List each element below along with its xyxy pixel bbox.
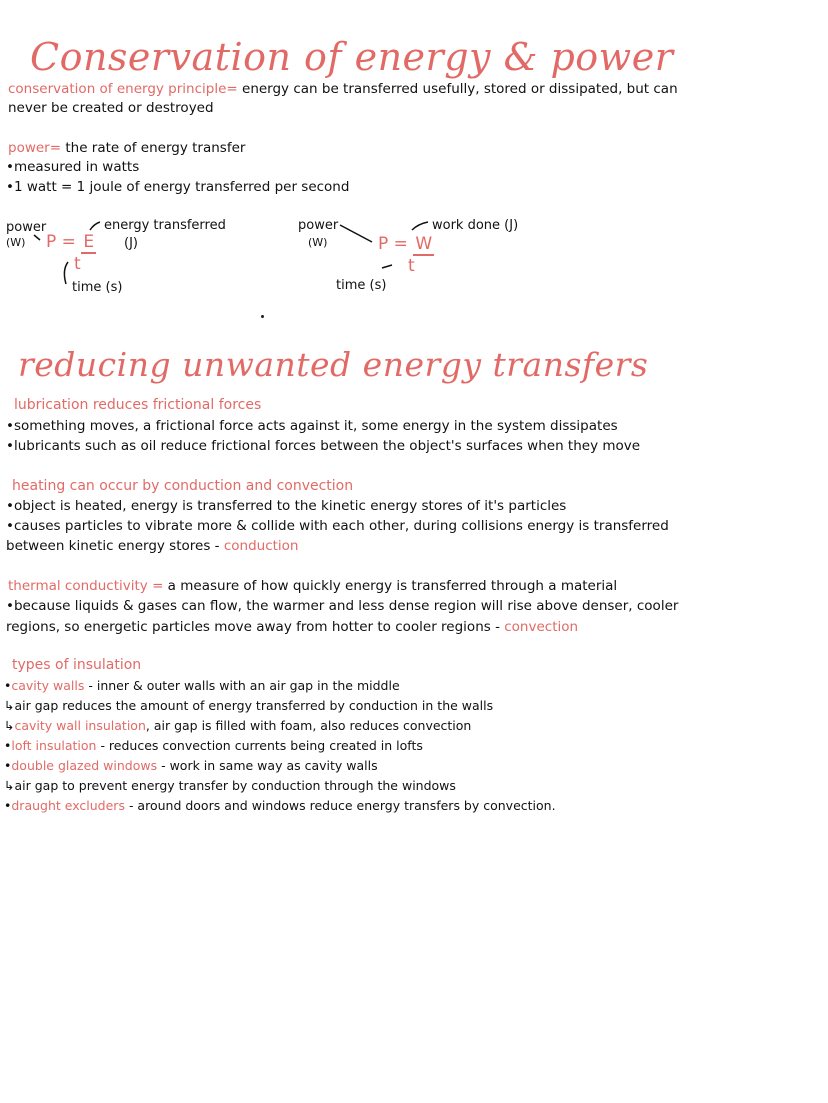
list-item: •loft insulation - reduces convection currents being created in lofts <box>4 738 423 753</box>
list-item: •double glazed windows - work in same way as cavity walls <box>4 758 378 773</box>
list-item: ↳air gap reduces the amount of energy transferred by conduction in the walls <box>4 698 494 713</box>
section-title: reducing unwanted energy transfers <box>18 345 649 385</box>
bullet: •something moves, a frictional force acts against it, some energy in the system dissipates <box>6 418 618 434</box>
term-label: power= <box>8 140 62 156</box>
term-label: thermal conductivity = <box>8 578 164 594</box>
numerator-label: work done (J) <box>432 218 519 233</box>
thermal-conductivity-definition: thermal conductivity = a measure of how quickly energy is transferred through a material <box>8 578 618 594</box>
stray-dot <box>261 315 264 318</box>
list-item: •draught excluders - around doors and windows reduce energy transfers by convection. <box>4 798 556 813</box>
list-item: ↳air gap to prevent energy transfer by conduction through the windows <box>4 778 456 793</box>
conservation-definition-cont: never be created or destroyed <box>8 100 214 116</box>
page-title: Conservation of energy & power <box>30 35 674 80</box>
denominator: t <box>408 256 415 276</box>
formula: P = E <box>46 232 95 252</box>
definition-text: energy can be transferred usefully, stored or dissipated, but can <box>237 81 678 97</box>
numerator-label: energy transferred <box>104 218 226 233</box>
bullet: •lubricants such as oil reduce frictional forces between the object's surfaces when they move <box>6 438 641 454</box>
definition-text: the rate of energy transfer <box>61 140 246 156</box>
numerator: E <box>83 232 95 252</box>
heating-heading: heating can occur by conduction and convection <box>12 478 354 494</box>
numerator: W <box>415 234 433 254</box>
bullet-continuation: regions, so energetic particles move away from hotter to cooler regions - convection <box>6 619 579 635</box>
term-label: convection <box>504 619 579 635</box>
formula: P = W <box>378 234 433 254</box>
lubrication-heading: lubrication reduces frictional forces <box>14 397 262 413</box>
denominator-label: time (s) <box>72 280 123 295</box>
bullet: •1 watt = 1 joule of energy transferred per second <box>6 179 350 195</box>
bullet: •object is heated, energy is transferred to the kinetic energy stores of it's particles <box>6 498 567 514</box>
list-item: •cavity walls - inner & outer walls with an air gap in the middle <box>4 678 400 693</box>
numerator-unit: (J) <box>124 236 138 251</box>
bullet: •because liquids & gases can flow, the warmer and less dense region will rise above denser, cooler <box>6 598 679 614</box>
bullet-continuation: between kinetic energy stores - conduction <box>6 538 299 554</box>
list-item: ↳cavity wall insulation, air gap is filled with foam, also reduces convection <box>4 718 472 733</box>
insulation-heading: types of insulation <box>12 657 142 673</box>
term-label: conduction <box>223 538 299 554</box>
term-label: conservation of energy principle= <box>8 81 238 97</box>
denominator-label: time (s) <box>336 278 387 293</box>
power-label: power <box>6 220 47 235</box>
power-unit: (W) <box>6 236 26 249</box>
denominator: t <box>74 254 81 274</box>
power-unit: (W) <box>308 236 328 249</box>
power-label: power <box>298 218 339 233</box>
bullet: •measured in watts <box>6 159 140 175</box>
bullet: •causes particles to vibrate more & collide with each other, during collisions energy is transferred <box>6 518 669 534</box>
